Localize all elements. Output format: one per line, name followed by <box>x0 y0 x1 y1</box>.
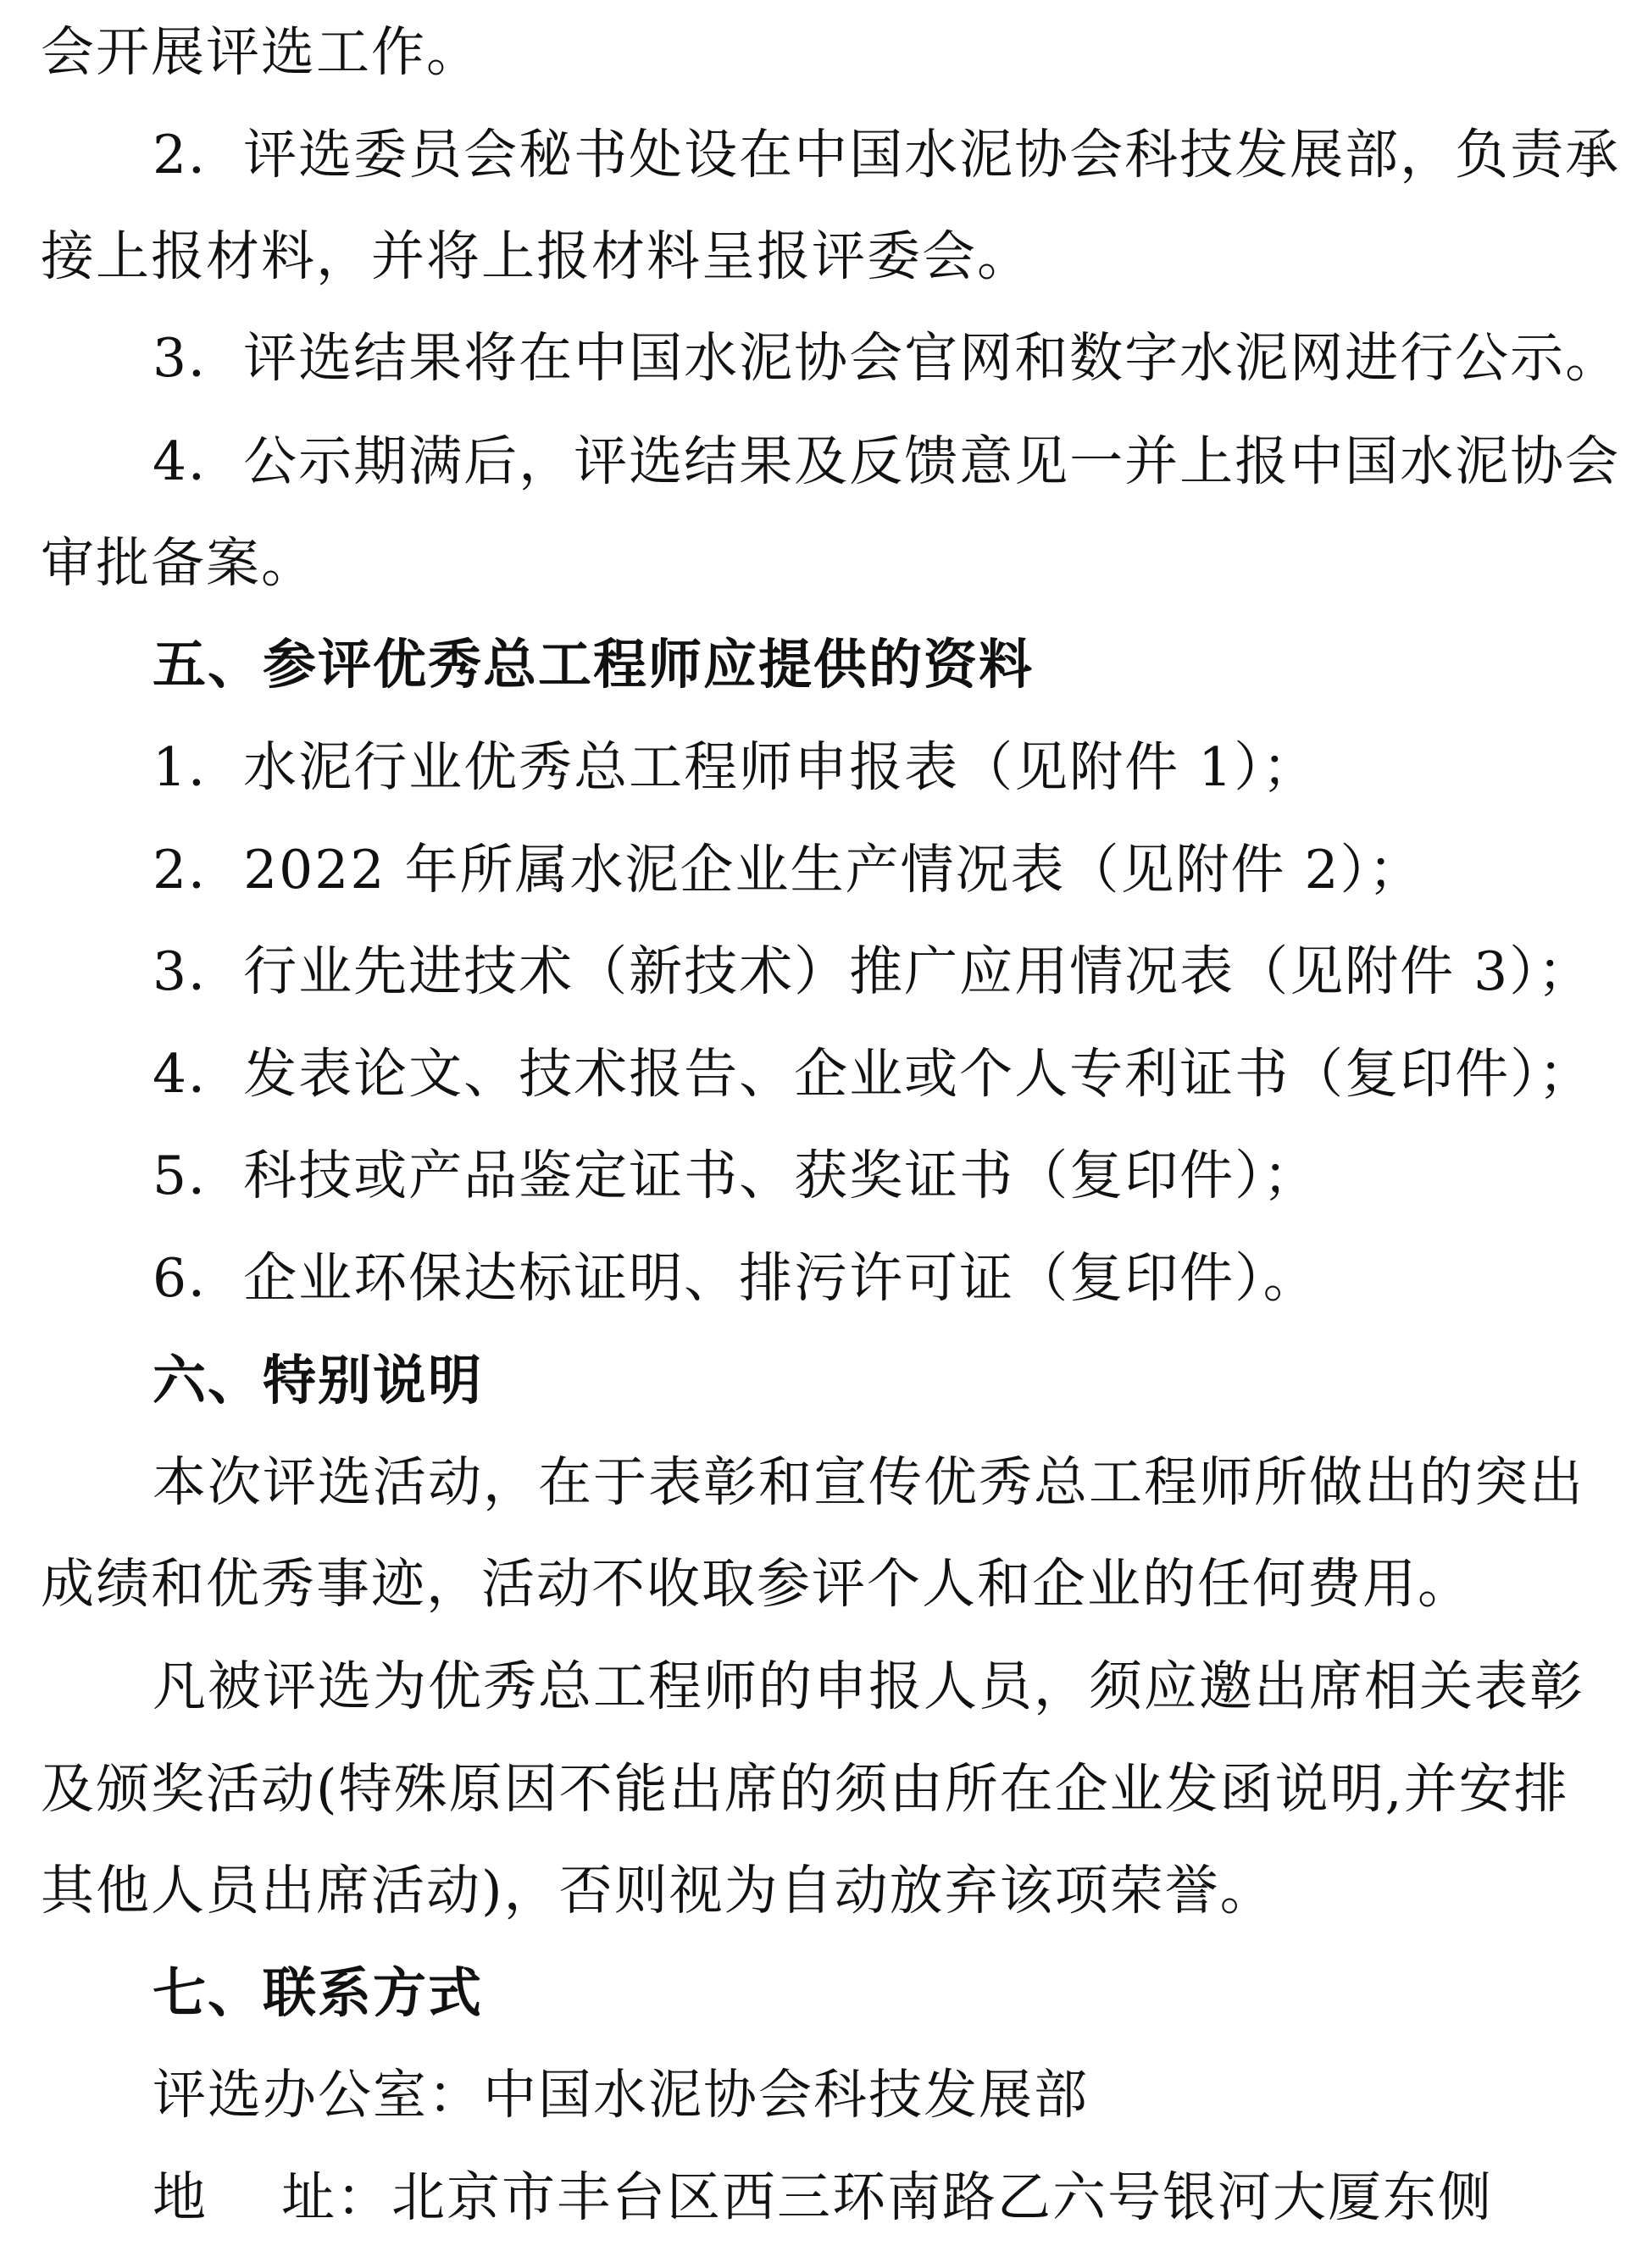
paragraph-line: 凡被评选为优秀总工程师的申报人员，须应邀出席相关表彰 <box>153 1655 1584 1717</box>
paragraph-line: 接上报材料，并将上报材料呈报评委会。 <box>41 225 1032 287</box>
list-item: 3．行业先进技术（新技术）推广应用情况表（见附件 3）； <box>153 940 1593 1002</box>
contact-office: 评选办公室：中国水泥协会科技发展部 <box>153 2064 1089 2126</box>
list-item: 5．科技或产品鉴定证书、获奖证书（复印件）； <box>153 1145 1318 1206</box>
paragraph-line: 会开展评选工作。 <box>41 21 481 83</box>
paragraph-line: 成绩和优秀事迹，活动不收取参评个人和企业的任何费用。 <box>41 1553 1473 1615</box>
section-heading: 六、特别说明 <box>153 1350 483 1411</box>
list-item: 4．发表论文、技术报告、企业或个人专利证书（复印件）； <box>153 1043 1594 1105</box>
list-item: 1．水泥行业优秀总工程师申报表（见附件 1）； <box>153 736 1318 798</box>
contact-address: 地 址：北京市丰台区西三环南路乙六号银河大厦东侧 <box>153 2166 1494 2228</box>
paragraph-line: 及颁奖活动(特殊原因不能出席的须由所在企业发函说明,并安排 <box>41 1758 1569 1820</box>
paragraph-line: 本次评选活动，在于表彰和宣传优秀总工程师所做出的突出 <box>153 1451 1584 1513</box>
paragraph-line: 审批备案。 <box>41 532 316 594</box>
list-item: 2．2022 年所属水泥企业生产情况表（见附件 2）； <box>153 839 1424 901</box>
list-item: 6．企业环保达标证明、排污许可证（复印件）。 <box>153 1247 1318 1309</box>
list-item: 2．评选委员会秘书处设在中国水泥协会科技发展部，负责承 <box>153 124 1621 186</box>
section-heading: 五、参评优秀总工程师应提供的资料 <box>153 634 1034 696</box>
paragraph-line: 其他人员出席活动)，否则视为自动放弃该项荣誉。 <box>41 1860 1275 1921</box>
section-heading: 七、联系方式 <box>153 1962 483 2024</box>
list-item: 3．评选结果将在中国水泥协会官网和数字水泥网进行公示。 <box>153 327 1621 389</box>
list-item: 4．公示期满后，评选结果及反馈意见一并上报中国水泥协会 <box>153 430 1621 492</box>
